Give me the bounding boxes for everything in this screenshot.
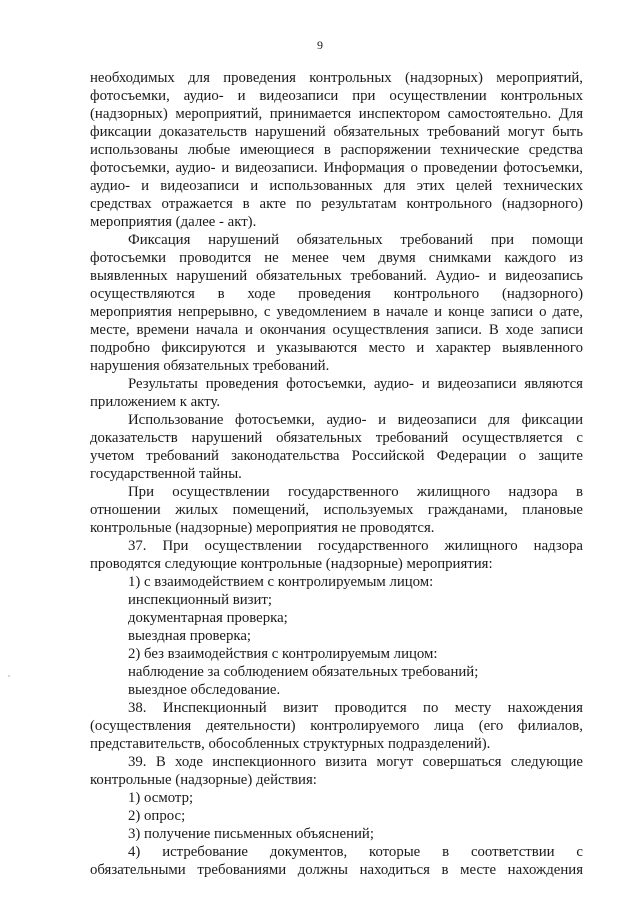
text-line: документарная проверка;	[128, 610, 288, 626]
text-line: выездная проверка;	[128, 628, 251, 644]
text-line: приложением к акту.	[90, 394, 221, 410]
text-line: 2) без взаимодействия с контролируемым лицом:	[128, 646, 438, 662]
text-line: контрольные (надзорные) мероприятия не проводятся.	[90, 520, 435, 536]
text-line: обязательными требованиями должны находиться в месте нахождения	[90, 862, 583, 878]
text-line: учетом требований законодательства Российской Федерации о защите	[90, 448, 583, 464]
text-line: месте, времени начала и окончания осуществления записи. В ходе записи	[90, 322, 583, 338]
text-line: Использование фотосъемки, аудио- и видеозаписи для фиксации	[128, 412, 583, 428]
text-line: средствах отражается в акте по результатам контрольного (надзорного)	[90, 196, 583, 212]
text-line: 4) истребование документов, которые в соответствии с	[128, 844, 583, 860]
text-line: отношении жилых помещений, используемых гражданами, плановые	[90, 502, 583, 518]
text-line: фотосъемки, аудио- и видеозаписи. Информация о проведении фотосъемки,	[90, 160, 583, 176]
text-line: 1) осмотр;	[128, 790, 194, 806]
text-line: фотосъемки, аудио- и видеозаписи при осуществлении контрольных	[90, 88, 583, 104]
text-line: (осуществления деятельности) контролируемого лица (его филиалов,	[90, 718, 583, 734]
text-line: мероприятия (далее - акт).	[90, 214, 257, 230]
text-line: фотосъемки проводится не менее чем двумя снимками каждого из	[90, 250, 583, 266]
text-line: (надзорных) мероприятий, принимается инспектором самостоятельно. Для	[90, 106, 583, 122]
document-body	[90, 69, 583, 879]
scan-speck	[8, 675, 10, 677]
text-line: контрольные (надзорные) действия:	[90, 772, 317, 788]
text-line: мероприятия непрерывно, с уведомлением в начале и конце записи о дате,	[90, 304, 583, 320]
text-line: При осуществлении государственного жилищного надзора в	[128, 484, 583, 500]
text-line: подробно фиксируются и указываются место и характер выявленного	[90, 340, 583, 356]
text-line: осуществляются в ходе проведения контрольного (надзорного)	[90, 286, 583, 302]
text-line: выездное обследование.	[128, 682, 281, 698]
text-line: 2) опрос;	[128, 808, 186, 824]
text-line: 37. При осуществлении государственного жилищного надзора	[128, 538, 583, 554]
text-line: доказательств нарушений обязательных требований осуществляется с	[90, 430, 583, 446]
text-line: инспекционный визит;	[128, 592, 272, 608]
text-line: фиксации доказательств нарушений обязательных требований могут быть	[90, 124, 583, 140]
text-line: 38. Инспекционный визит проводится по месту нахождения	[128, 700, 583, 716]
text-line: Результаты проведения фотосъемки, аудио- и видеозаписи являются	[128, 376, 583, 392]
text-line: наблюдение за соблюдением обязательных требований;	[128, 664, 479, 680]
text-line: использованы любые имеющиеся в распоряжении технические средства	[90, 142, 583, 158]
text-line: 3) получение письменных объяснений;	[128, 826, 374, 842]
text-line: государственной тайны.	[90, 466, 242, 482]
text-line: необходимых для проведения контрольных (надзорных) мероприятий,	[90, 70, 583, 86]
text-line: представительств, обособленных структурных подразделений).	[90, 736, 491, 752]
text-line: 1) с взаимодействием с контролируемым лицом:	[128, 574, 434, 590]
text-line: выявленных нарушений обязательных требований. Аудио- и видеозапись	[90, 268, 583, 284]
text-line: аудио- и видеозаписи и использованных для этих целей технических	[90, 178, 583, 194]
text-line: нарушения обязательных требований.	[90, 358, 330, 374]
text-line: 39. В ходе инспекционного визита могут совершаться следующие	[128, 754, 583, 770]
page-number: 9	[317, 38, 323, 52]
text-line: проводятся следующие контрольные (надзорные) мероприятия:	[90, 556, 493, 572]
text-line: Фиксация нарушений обязательных требований при помощи	[128, 232, 583, 248]
